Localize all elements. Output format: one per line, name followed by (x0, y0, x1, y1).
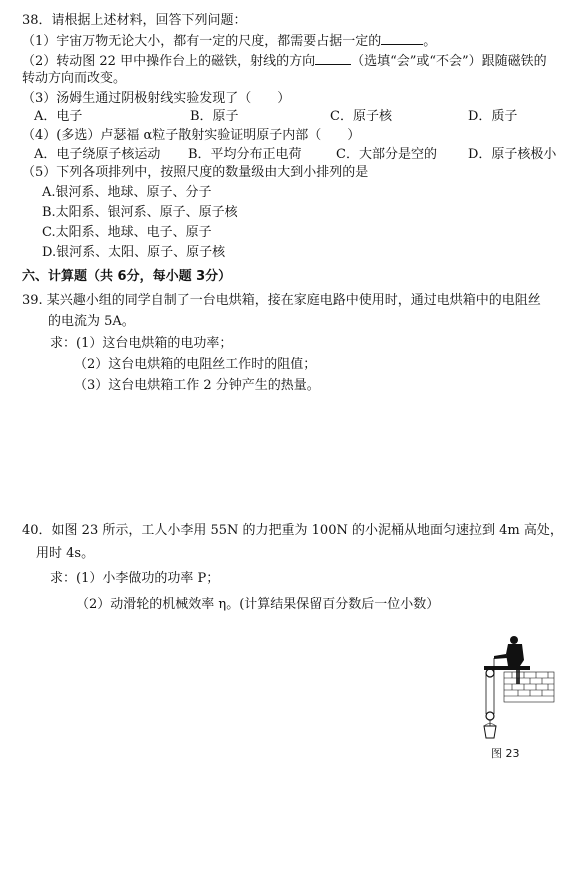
bucket (484, 726, 496, 738)
movable-pulley (486, 712, 494, 720)
q38-part4-option-d[interactable]: D．原子核极小 (468, 147, 557, 162)
q39-ask3: （3）这台电烘箱工作 2 分钟产生的热量。 (74, 378, 320, 393)
q38-part1-end: 。 (423, 34, 437, 49)
q39-ask1: 求：(1）这台电烘箱的电功率； (50, 336, 233, 351)
answer-blank[interactable] (315, 52, 351, 65)
q40-line1: 40．如图 23 所示，工人小李用 55N 的力把重为 100N 的小泥桶从地面匀速拉到 4m 高处， (22, 523, 563, 538)
section-6-title: 六、计算题（共 6分，每小题 3分） (22, 269, 232, 284)
q38-part4-option-a[interactable]: A．电子绕原子核运动 (34, 147, 161, 162)
q40-ask2: （2）动滑轮的机械效率 η。(计算结果保留百分数后一位小数） (76, 597, 440, 612)
fixed-pulley (486, 669, 494, 677)
brick-wall (504, 672, 554, 702)
q38-title: 38．请根据上述材料，回答下列问题： (22, 13, 247, 28)
q39-line2: 的电流为 5A。 (48, 314, 135, 329)
q38-part5-option-b[interactable]: B.太阳系、银河系、原子、原子核 (42, 205, 238, 220)
q39-line1: 39. 某兴趣小组的同学自制了一台电烘箱，接在家庭电路中使用时，通过电烘箱中的电阻丝 (22, 293, 541, 308)
answer-blank[interactable] (381, 32, 423, 45)
q38-part3-option-a[interactable]: A．电子 (34, 109, 83, 124)
q38-part3-option-b[interactable]: B．原子 (190, 109, 239, 124)
q38-part2-cont: 转动方向而改变。 (22, 71, 127, 86)
q38-part3-option-c[interactable]: C．原子核 (330, 109, 392, 124)
q40-ask1: 求：(1）小李做功的功率 P； (50, 571, 220, 586)
figure-caption: 图 23 (491, 747, 520, 760)
q38-part4-option-b[interactable]: B．平均分布正电荷 (188, 147, 302, 162)
q38-part4-option-c[interactable]: C．大部分是空的 (336, 147, 437, 162)
q38-part5-option-a[interactable]: A.银河系、地球、原子、分子 (42, 185, 212, 200)
q38-part5-option-c[interactable]: C.太阳系、地球、电子、原子 (42, 225, 212, 240)
q38-part2-text2: （选填“会”或“不会”）跟随磁铁的 (351, 54, 547, 69)
q39-ask2: （2）这台电烘箱的电阻丝工作时的阻值； (74, 357, 317, 372)
q38-part3-option-d[interactable]: D．质子 (468, 109, 518, 124)
q38-part5: （5）下列各项排列中，按照尺度的数量级由大到小排列的是 (22, 165, 369, 180)
q38-part4: （4）(多选）卢瑟福 α粒子散射实验证明原子内部（ ） (22, 128, 361, 143)
q40-line2: 用时 4s。 (36, 546, 95, 561)
q38-part3: （3）汤姆生通过阴极射线实验发现了（ ） (22, 91, 291, 106)
q38-part2 (22, 52, 547, 70)
pulley-worker-illustration (476, 632, 556, 742)
q38-part1 (22, 32, 436, 50)
q38-part2-text: （2）转动图 22 甲中操作台上的磁铁，射线的方向 (22, 54, 316, 69)
q38-part1-text: （1）宇宙万物无论大小，都有一定的尺度，都需要占据一定的 (22, 34, 382, 49)
q38-part5-option-d[interactable]: D.银河系、太阳、原子、原子核 (42, 245, 226, 260)
